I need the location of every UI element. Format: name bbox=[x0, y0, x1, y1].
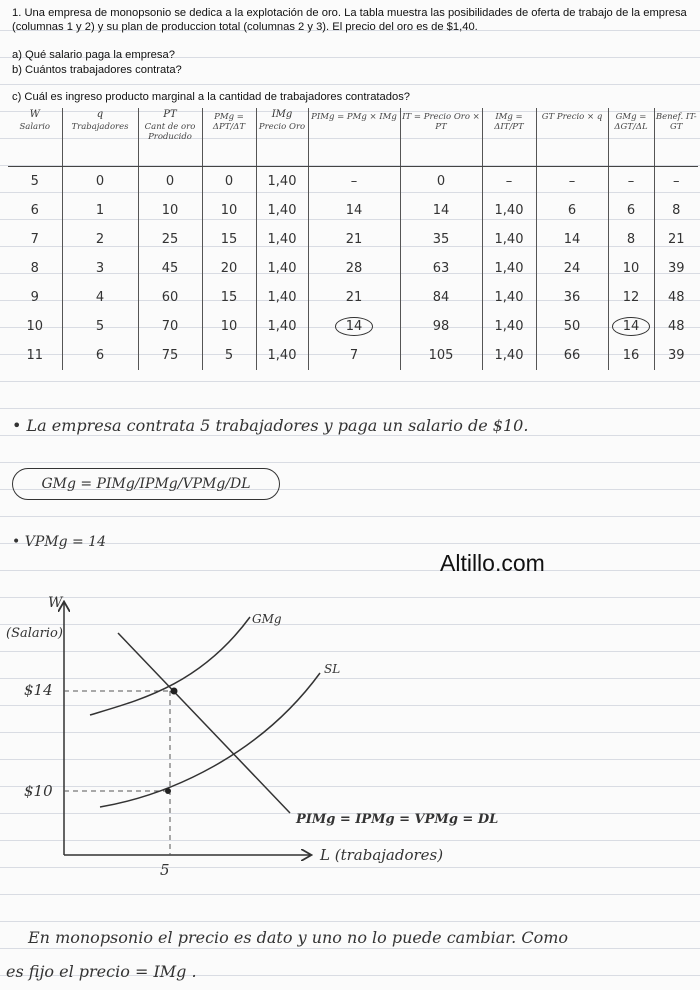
table-cell: 8 bbox=[8, 254, 62, 283]
table-cell: 1,40 bbox=[482, 312, 536, 341]
table-cell: 1,40 bbox=[256, 167, 308, 197]
table-cell: 14 bbox=[536, 225, 608, 254]
table-cell: 6 bbox=[62, 341, 138, 370]
table-row bbox=[8, 254, 698, 283]
labor-market-graph bbox=[0, 585, 700, 895]
data-table bbox=[8, 108, 698, 370]
header-cell: PIMg = PMg × IMg bbox=[308, 108, 400, 167]
table-cell: 1,40 bbox=[256, 341, 308, 370]
problem-intro: 1. Una empresa de monopsonio se dedica a la explotación de oro. La tabla muestra las posibilidades de oferta de trabajo de la empresa (columnas 1 y 2) y su plan de produccion total (columnas 2 y 3). El precio del oro es de $1,40. bbox=[12, 7, 687, 33]
circled-value: 14 bbox=[612, 317, 651, 336]
table-cell: 5 bbox=[8, 167, 62, 197]
table-cell: 10 bbox=[608, 254, 654, 283]
table-cell: – bbox=[308, 167, 400, 197]
table-cell: – bbox=[536, 167, 608, 197]
header-cell: PT Cant de oro Producido bbox=[138, 108, 202, 167]
table-cell: 84 bbox=[400, 283, 482, 312]
y-axis-label: W bbox=[48, 595, 63, 611]
table-cell: 1,40 bbox=[256, 312, 308, 341]
table-cell: 35 bbox=[400, 225, 482, 254]
table-cell: 5 bbox=[202, 341, 256, 370]
table-cell: 0 bbox=[62, 167, 138, 197]
table-cell: 1,40 bbox=[482, 341, 536, 370]
table-cell: 3 bbox=[62, 254, 138, 283]
conclusion-line-1: En monopsonio el precio es dato y uno no lo puede cambiar. Como bbox=[28, 928, 568, 947]
table-row bbox=[8, 283, 698, 312]
table-cell: 10 bbox=[202, 196, 256, 225]
table-cell: 25 bbox=[138, 225, 202, 254]
vpmg-answer: • VPMg = 14 bbox=[12, 534, 106, 550]
table-cell: 6 bbox=[536, 196, 608, 225]
table-cell: 50 bbox=[536, 312, 608, 341]
gmg-label: GMg bbox=[252, 612, 282, 626]
table-cell: 24 bbox=[536, 254, 608, 283]
table-cell: 9 bbox=[8, 283, 62, 312]
table-cell: 6 bbox=[608, 196, 654, 225]
table-cell: 0 bbox=[400, 167, 482, 197]
table-cell: 16 bbox=[608, 341, 654, 370]
table-cell: 10 bbox=[8, 312, 62, 341]
table-cell: – bbox=[608, 167, 654, 197]
table-cell: 48 bbox=[667, 290, 685, 305]
table-cell: 1,40 bbox=[256, 254, 308, 283]
table-row bbox=[8, 196, 698, 225]
table-cell: 15 bbox=[202, 225, 256, 254]
demand-curve bbox=[118, 633, 290, 813]
table-cell: 1,40 bbox=[482, 254, 536, 283]
x-tick-label: 5 bbox=[160, 861, 170, 879]
header-cell: Benef. IT-GT bbox=[654, 108, 698, 167]
table-row bbox=[8, 167, 698, 197]
table-cell: 28 bbox=[308, 254, 400, 283]
header-cell: W Salario bbox=[8, 108, 62, 167]
table-cell: 15 bbox=[202, 283, 256, 312]
table-cell: 4 bbox=[62, 283, 138, 312]
header-cell: IMg = ΔIT/PT bbox=[482, 108, 536, 167]
table-cell: 0 bbox=[202, 167, 256, 197]
table-cell: 12 bbox=[608, 283, 654, 312]
table-cell: 2 bbox=[62, 225, 138, 254]
header-cell: IT = Precio Oro × PT bbox=[400, 108, 482, 167]
table-cell: 63 bbox=[400, 254, 482, 283]
sl-label: SL bbox=[324, 662, 341, 676]
table-cell: 21 bbox=[308, 225, 400, 254]
table-row bbox=[8, 341, 698, 370]
table-cell: 7 bbox=[308, 341, 400, 370]
table-cell: 39 bbox=[667, 261, 685, 276]
table-cell: 98 bbox=[400, 312, 482, 341]
table-cell: 6 bbox=[8, 196, 62, 225]
header-cell: IMg Precio Oro bbox=[256, 108, 308, 167]
answer-line-1: • La empresa contrata 5 trabajadores y paga un salario de $10. bbox=[12, 416, 529, 435]
table-cell: 1,40 bbox=[256, 283, 308, 312]
table-cell: 5 bbox=[62, 312, 138, 341]
table-cell bbox=[608, 312, 654, 341]
header-cell: GMg = ΔGT/ΔL bbox=[608, 108, 654, 167]
table-row bbox=[8, 312, 698, 341]
header-cell: q Trabajadores bbox=[62, 108, 138, 167]
table-cell: 8 bbox=[608, 225, 654, 254]
table-header-row bbox=[8, 108, 698, 167]
table-cell: 66 bbox=[536, 341, 608, 370]
formula-box: GMg = PIMg/IPMg/VPMg/DL bbox=[12, 468, 280, 500]
table-cell: 1,40 bbox=[256, 196, 308, 225]
table-cell: 39 bbox=[667, 348, 685, 363]
table-cell: – bbox=[482, 167, 536, 197]
table-cell: 1,40 bbox=[482, 283, 536, 312]
table-cell: 1,40 bbox=[256, 225, 308, 254]
circled-value: 14 bbox=[335, 317, 374, 336]
equilibrium-point-14 bbox=[171, 688, 178, 695]
table-cell: 1,40 bbox=[482, 225, 536, 254]
header-cell: GT Precio × q bbox=[536, 108, 608, 167]
table-cell: 20 bbox=[202, 254, 256, 283]
y-tick-low: $10 bbox=[24, 782, 53, 800]
table-cell: 21 bbox=[667, 232, 685, 247]
table-body bbox=[8, 167, 698, 371]
table-cell: 70 bbox=[138, 312, 202, 341]
demand-label: PIMg = IPMg = VPMg = DL bbox=[296, 812, 499, 827]
y-tick-high: $14 bbox=[24, 681, 53, 699]
table-cell: 48 bbox=[667, 319, 685, 334]
y-axis-sublabel: (Salario) bbox=[6, 626, 63, 641]
table-cell: 8 bbox=[672, 203, 681, 218]
table-cell: 7 bbox=[8, 225, 62, 254]
sl-curve bbox=[100, 673, 320, 807]
table-cell: 14 bbox=[308, 196, 400, 225]
table-cell: 1,40 bbox=[482, 196, 536, 225]
table-row bbox=[8, 225, 698, 254]
question-b: b) Cuántos trabajadores contrata? bbox=[12, 64, 182, 76]
x-axis-label: L (trabajadores) bbox=[320, 846, 444, 864]
table-cell: 14 bbox=[400, 196, 482, 225]
point-10 bbox=[165, 788, 171, 794]
conclusion-line-2: es fijo el precio = IMg . bbox=[6, 962, 197, 981]
table-cell: 1 bbox=[62, 196, 138, 225]
table-cell: 0 bbox=[138, 167, 202, 197]
watermark: Altillo.com bbox=[440, 550, 545, 576]
table-cell: 105 bbox=[400, 341, 482, 370]
table-cell: 60 bbox=[138, 283, 202, 312]
table-cell: 10 bbox=[202, 312, 256, 341]
table-cell: 21 bbox=[308, 283, 400, 312]
table-cell: 75 bbox=[138, 341, 202, 370]
table-cell bbox=[308, 312, 400, 341]
question-a: a) Qué salario paga la empresa? bbox=[12, 49, 175, 61]
header-cell: PMg = ΔPT/ΔT bbox=[202, 108, 256, 167]
table-cell: 36 bbox=[536, 283, 608, 312]
table-cell: 11 bbox=[8, 341, 62, 370]
table-cell: 10 bbox=[138, 196, 202, 225]
table-cell: 45 bbox=[138, 254, 202, 283]
table-cell: – bbox=[673, 174, 680, 189]
question-c: c) Cuál es ingreso producto marginal a la cantidad de trabajadores contratados? bbox=[12, 91, 411, 103]
